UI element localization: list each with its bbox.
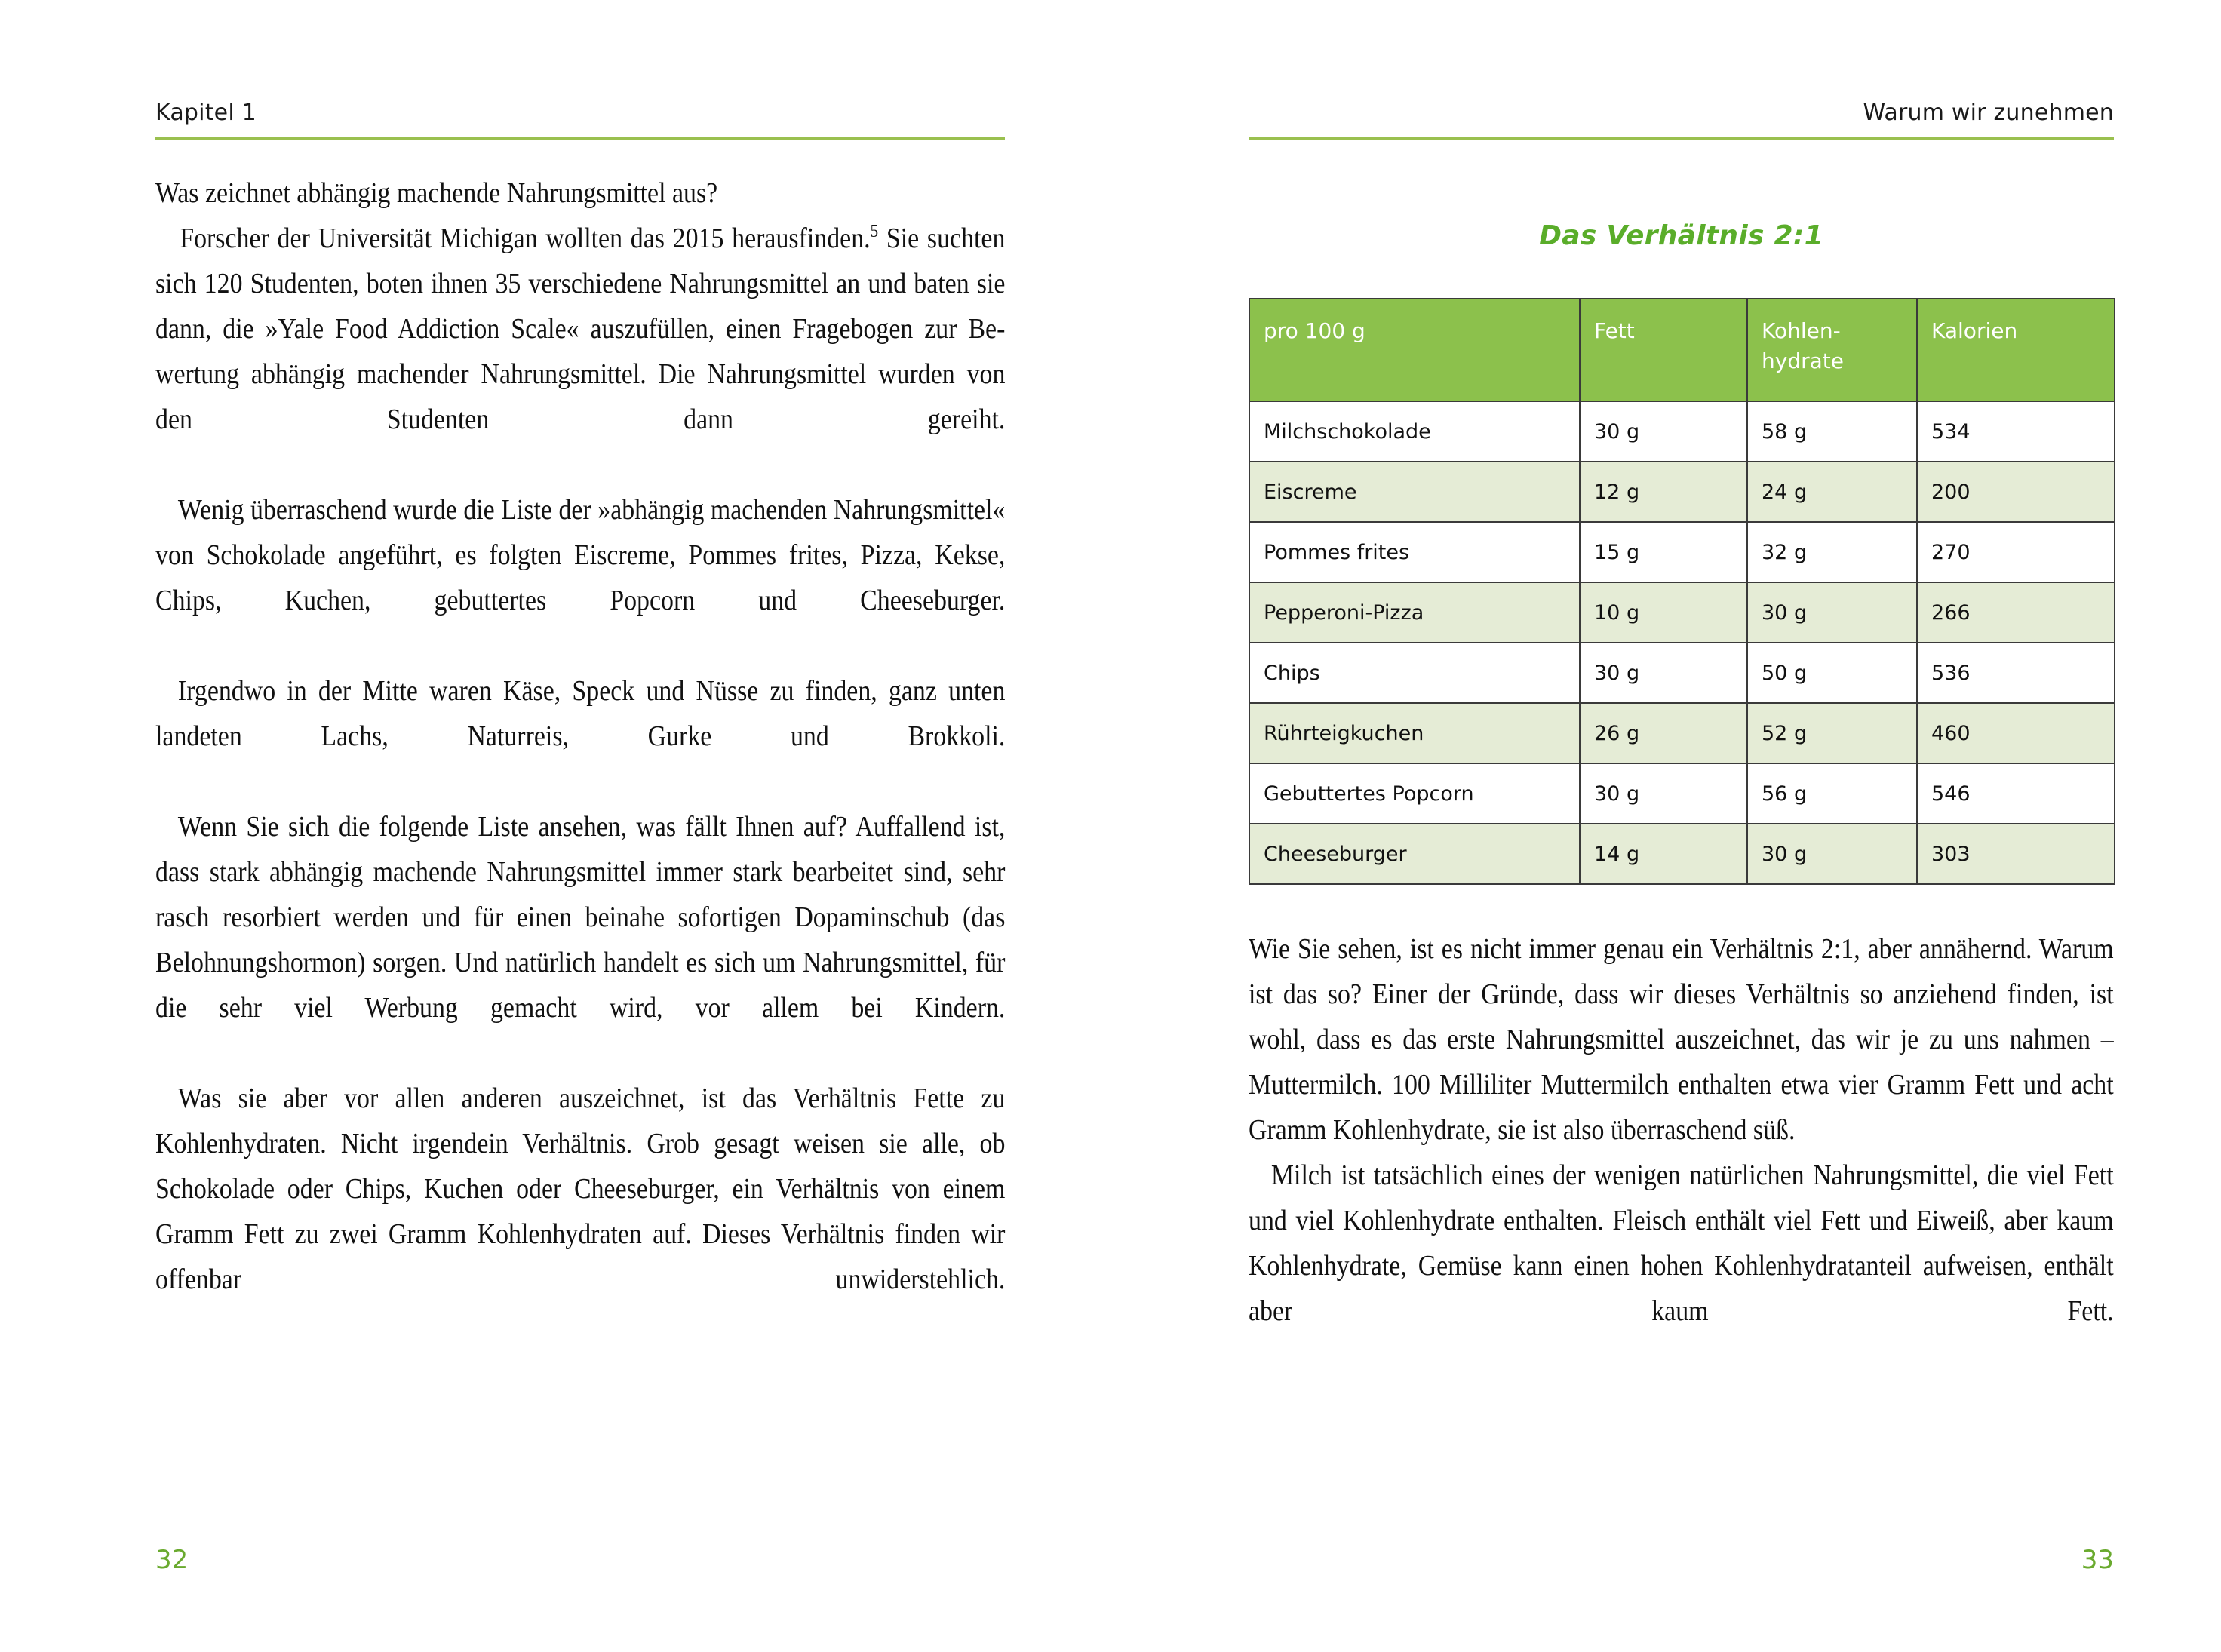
paragraph-text: Irgendwo in der Mitte waren Käse, Speck und Nüsse zu finden, ganz unten landeten Lachs, Naturreis, Gurke und Brokkoli. bbox=[155, 675, 1006, 752]
paragraph-text-cont: Sie suchten sich 120 Studenten, boten ihnen 35 verschiedene Nahrungsmittel an und baten sie dann, die »Yale Food Addiction Scale« auszufüllen, einen Fragebogen zur Bewertung abhängig machender Nahrungsmittel. Die Nahrungsmittel wurden von den Studenten dann gereiht. bbox=[155, 223, 1006, 435]
cell-food: Pepperoni-Pizza bbox=[1249, 582, 1580, 643]
paragraph bbox=[155, 216, 1005, 487]
table-row bbox=[1249, 522, 2115, 582]
cell-calories: 460 bbox=[1917, 703, 2115, 763]
cell-calories: 266 bbox=[1917, 582, 2115, 643]
table-row bbox=[1249, 401, 2115, 462]
running-head-rule-right bbox=[1249, 137, 2114, 140]
cell-calories: 303 bbox=[1917, 824, 2115, 884]
table-row bbox=[1249, 643, 2115, 703]
cell-calories: 536 bbox=[1917, 643, 2115, 703]
cell-food: Rührteigkuchen bbox=[1249, 703, 1580, 763]
cell-food: Pommes frites bbox=[1249, 522, 1580, 582]
table-row bbox=[1249, 462, 2115, 522]
cell-food: Eiscreme bbox=[1249, 462, 1580, 522]
footnote-marker: 5 bbox=[870, 222, 879, 242]
paragraph-text: Wie Sie sehen, ist es nicht immer genau ein Verhältnis 2:1, aber annähernd. Warum ist das so? Einer der Gründe, dass wir dieses Verhältnis so anziehend finden, ist wohl, dass es das erste Nahrungsmittel auszeichnet, das wir je zu uns nahmen – Muttermilch. 100 Milliliter Muttermilch enthalten etwa vier Gramm Fett und acht Gramm Kohlenhydrate, sie ist also überraschend süß. bbox=[1249, 933, 2114, 1146]
cell-carbs: 24 g bbox=[1747, 462, 1917, 522]
cell-carbs: 30 g bbox=[1747, 824, 1917, 884]
column-header-carbs bbox=[1747, 299, 1917, 401]
cell-fat: 14 g bbox=[1580, 824, 1747, 884]
paragraph-text: Was zeichnet abhängig machende Nahrungsmittel aus? bbox=[155, 177, 718, 209]
page-number-left: 32 bbox=[155, 1545, 189, 1575]
paragraph-text: Was sie aber vor allen anderen auszeichnet, ist das Verhältnis Fette zu Kohlenhydraten. Nicht irgendein Verhältnis. Grob gesagt weisen sie alle, ob Schokolade oder Chips, Kuchen oder Cheeseburger, ein Verhältnis von einem Gramm Fett zu zwei Gramm Kohlenhydraten auf. Dieses Verhältnis finden wir offenbar unwiderstehlich. bbox=[155, 1082, 1006, 1295]
column-header-carbs-line2: hydrate bbox=[1762, 349, 1844, 373]
paragraph-text: Milch ist tatsächlich eines der wenigen natürlichen Nahrungsmittel, die viel Fett und viel Kohlenhydrate enthalten. Fleisch enthält viel Fett und Eiweiß, aber kaum Kohlenhydrate, Gemüse kann einen hohen Kohlenhydratanteil aufweisen, enthält aber kaum Fett. bbox=[1249, 1159, 2114, 1327]
cell-fat: 30 g bbox=[1580, 643, 1747, 703]
cell-fat: 12 g bbox=[1580, 462, 1747, 522]
table-row bbox=[1249, 763, 2115, 824]
running-head-right: Warum wir zunehmen bbox=[1863, 100, 2114, 126]
paragraph bbox=[155, 487, 1005, 668]
column-header-food: pro 100 g bbox=[1249, 299, 1580, 401]
right-page-body bbox=[1249, 926, 2114, 1379]
cell-carbs: 30 g bbox=[1747, 582, 1917, 643]
right-page bbox=[1110, 0, 2221, 1652]
left-page bbox=[0, 0, 1110, 1652]
cell-calories: 200 bbox=[1917, 462, 2115, 522]
cell-calories: 270 bbox=[1917, 522, 2115, 582]
nutrition-table bbox=[1249, 298, 2115, 885]
table-caption: Das Verhältnis 2:1 bbox=[1539, 220, 1823, 251]
paragraph bbox=[155, 1076, 1005, 1347]
cell-carbs: 50 g bbox=[1747, 643, 1917, 703]
column-header-calories: Kalorien bbox=[1917, 299, 2115, 401]
cell-fat: 30 g bbox=[1580, 763, 1747, 824]
running-head-left: Kapitel 1 bbox=[155, 100, 257, 126]
cell-fat: 30 g bbox=[1580, 401, 1747, 462]
cell-fat: 26 g bbox=[1580, 703, 1747, 763]
running-head-rule-left bbox=[155, 137, 1005, 140]
cell-fat: 15 g bbox=[1580, 522, 1747, 582]
table-head bbox=[1249, 299, 2115, 401]
table-row bbox=[1249, 582, 2115, 643]
paragraph-text: Wenn Sie sich die folgende Liste ansehen, was fällt Ihnen auf? Auffallend ist, dass stark abhängig machende Nahrungsmittel immer stark bearbeitet sind, sehr rasch resorbiert werden und für einen beinahe sofortigen Dopaminschub (das Belohnungshormon) sorgen. Und natürlich handelt es sich um Nahrungsmittel, für die sehr viel Werbung gemacht wird, vor allem bei Kindern. bbox=[155, 811, 1006, 1024]
paragraph bbox=[1249, 926, 2114, 1153]
column-header-fat: Fett bbox=[1580, 299, 1747, 401]
page-number-right: 33 bbox=[2081, 1545, 2114, 1575]
cell-calories: 534 bbox=[1917, 401, 2115, 462]
cell-food: Gebuttertes Popcorn bbox=[1249, 763, 1580, 824]
left-page-body bbox=[155, 170, 1005, 1347]
cell-fat: 10 g bbox=[1580, 582, 1747, 643]
cell-calories: 546 bbox=[1917, 763, 2115, 824]
table-header-row bbox=[1249, 299, 2115, 401]
column-header-carbs-line1: Kohlen- bbox=[1762, 318, 1841, 343]
cell-carbs: 56 g bbox=[1747, 763, 1917, 824]
cell-food: Chips bbox=[1249, 643, 1580, 703]
cell-carbs: 58 g bbox=[1747, 401, 1917, 462]
table-row bbox=[1249, 703, 2115, 763]
paragraph-text: Wenig überraschend wurde die Liste der »abhängig machenden Nahrungsmittel« von Schokolade angeführt, es folgten Eiscreme, Pommes frites, Pizza, Kekse, Chips, Kuchen, gebuttertes Popcorn und Cheeseburger. bbox=[155, 494, 1006, 616]
cell-carbs: 52 g bbox=[1747, 703, 1917, 763]
cell-carbs: 32 g bbox=[1747, 522, 1917, 582]
table-body bbox=[1249, 401, 2115, 884]
paragraph-text: Forscher der Universität Michigan wollten das 2015 herausfinden. bbox=[180, 223, 871, 254]
table-row bbox=[1249, 824, 2115, 884]
paragraph bbox=[155, 668, 1005, 804]
cell-food: Cheeseburger bbox=[1249, 824, 1580, 884]
paragraph bbox=[155, 804, 1005, 1076]
paragraph bbox=[155, 170, 1005, 216]
paragraph bbox=[1249, 1153, 2114, 1379]
cell-food: Milchschokolade bbox=[1249, 401, 1580, 462]
